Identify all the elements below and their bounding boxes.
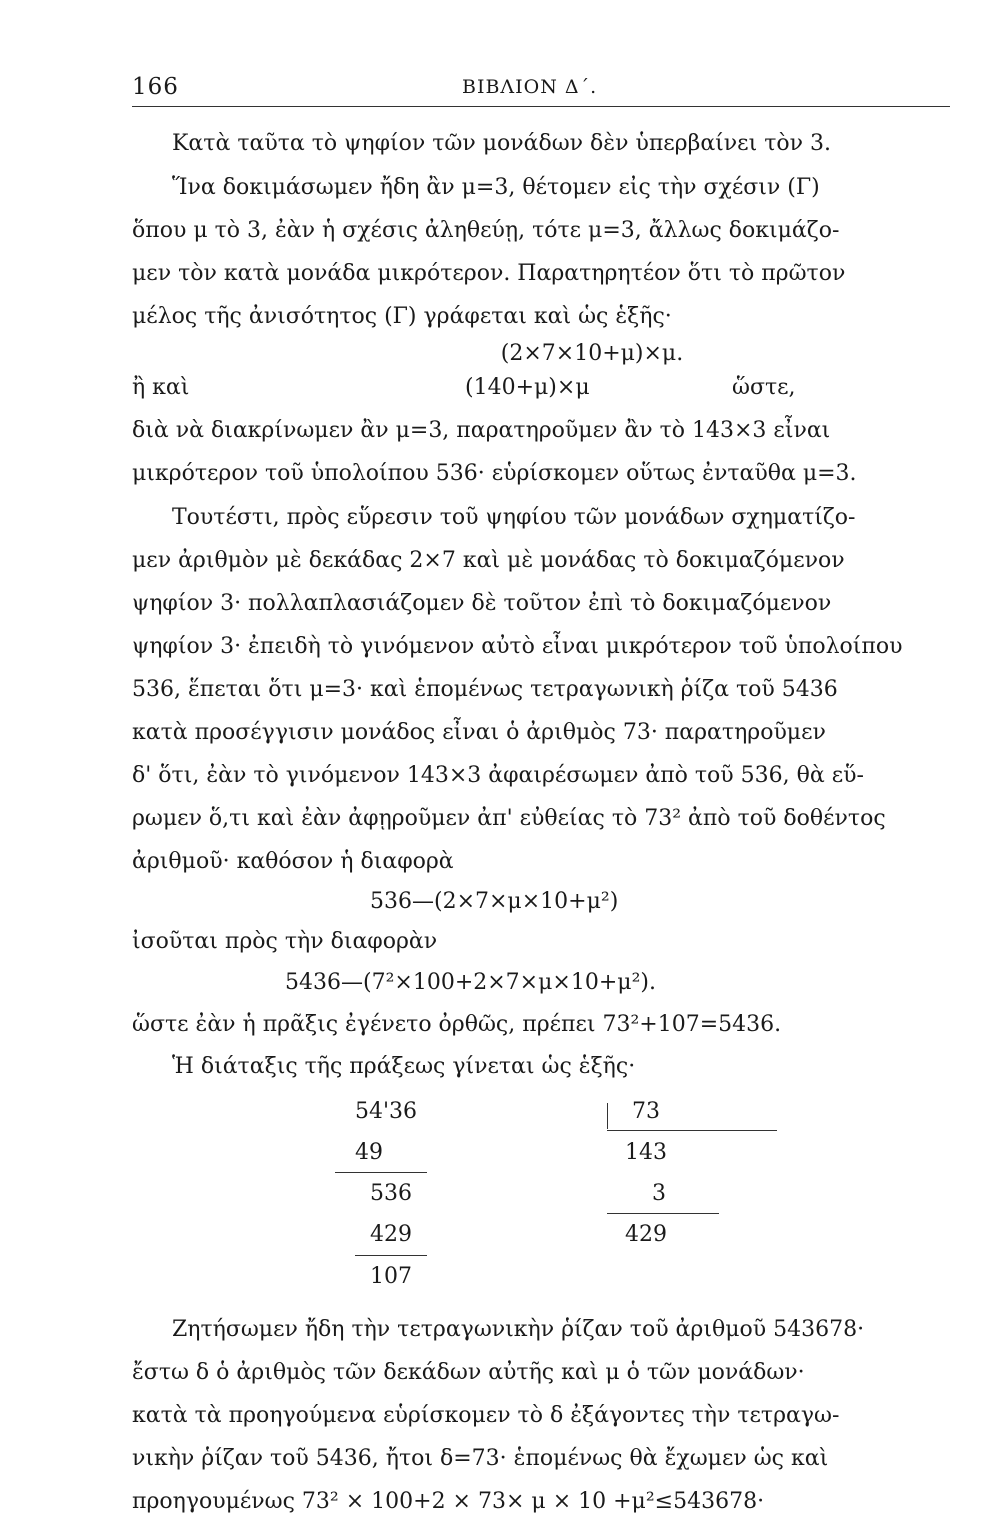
running-title: ΒΙΒΛΙΟΝ Δ΄. (462, 76, 598, 98)
text-line: Τουτέστι, πρὸς εὕρεσιν τοῦ ψηφίου τῶν μονάδων σχηματίζο- (172, 505, 856, 530)
text-line: ψηφίον 3· ἐπειδὴ τὸ γινόμενον αὐτὸ εἶναι μικρότερον τοῦ ὑπολοίπου (132, 634, 903, 659)
text-line: Ἵνα δοκιμάσωμεν ἤδη ἂν μ=3, θέτομεν εἰς τὴν σχέσιν (Γ) (172, 175, 820, 200)
text-fragment: ἢ καὶ (132, 375, 190, 400)
text-line: δ' ὅτι, ἐὰν τὸ γινόμενον 143×3 ἀφαιρέσωμεν ἀπὸ τοῦ 536, θὰ εὕ- (132, 763, 864, 788)
table-left-cell: 54'36 (355, 1099, 418, 1124)
table-left-cell: 49 (355, 1140, 383, 1165)
text-line: Ἡ διάταξις τῆς πράξεως γίνεται ὡς ἑξῆς· (172, 1054, 636, 1079)
table-rule (607, 1130, 777, 1131)
text-line: 536, ἕπεται ὅτι μ=3· καὶ ἑπομένως τετραγωνικὴ ῥίζα τοῦ 5436 (132, 677, 838, 702)
page-header (132, 70, 950, 110)
table-left-cell: 536 (370, 1181, 412, 1206)
header-rule (132, 106, 950, 107)
text-line (132, 373, 952, 403)
text-line: ρωμεν ὅ,τι καὶ ἐὰν ἀφῃροῦμεν ἀπ' εὐθείας τὸ 73² ἀπὸ τοῦ δοθέντος (132, 806, 886, 831)
text-line: ὅπου μ τὸ 3, ἐὰν ἡ σχέσις ἀληθεύῃ, τότε μ=3, ἄλλως δοκιμάζο- (132, 218, 840, 243)
page-number: 166 (132, 74, 179, 100)
table-right-cell: 429 (625, 1222, 667, 1247)
text-line: κατὰ τὰ προηγούμενα εὑρίσκομεν τὸ δ ἐξάγοντες τὴν τετραγω- (132, 1403, 840, 1428)
text-line: διὰ νὰ διακρίνωμεν ἂν μ=3, παρατηροῦμεν ἂν τὸ 143×3 εἶναι (132, 418, 831, 443)
text-line: μέλος τῆς ἀνισότητος (Γ) γράφεται καὶ ὡς ἑξῆς· (132, 304, 672, 329)
text-line: Ζητήσωμεν ἤδη τὴν τετραγωνικὴν ῥίζαν τοῦ ἀριθμοῦ 543678· (172, 1317, 865, 1342)
text-line: μικρότερον τοῦ ὑπολοίπου 536· εὑρίσκομεν οὕτως ἐνταῦθα μ=3. (132, 461, 857, 486)
table-right-cell: 73 (632, 1099, 660, 1124)
table-divider (607, 1103, 608, 1129)
table-rule (607, 1213, 719, 1214)
table-rule (335, 1172, 427, 1173)
equation: 536—(2×7×μ×10+μ²) (370, 889, 619, 914)
text-line: ἔστω δ ὁ ἀριθμὸς τῶν δεκάδων αὐτῆς καὶ μ ὁ τῶν μονάδων· (132, 1360, 805, 1385)
table-left-cell: 429 (370, 1222, 412, 1247)
text-line: ψηφίον 3· πολλαπλασιάζομεν δὲ τοῦτον ἐπὶ τὸ δοκιμαζόμενον (132, 591, 832, 616)
text-line: νικὴν ῥίζαν τοῦ 5436, ἤτοι δ=73· ἑπομένως θὰ ἔχωμεν ὡς καὶ (132, 1446, 829, 1471)
text-line: ὥστε ἐὰν ἡ πρᾶξις ἐγένετο ὀρθῶς, πρέπει 73²+107=5436. (132, 1012, 782, 1037)
equation: (2×7×10+μ)×μ. (500, 341, 684, 366)
text-line: μεν τὸν κατὰ μονάδα μικρότερον. Παρατηρητέον ὅτι τὸ πρῶτον (132, 261, 846, 286)
text-line: Κατὰ ταῦτα τὸ ψηφίον τῶν μονάδων δὲν ὑπερβαίνει τὸν 3. (172, 131, 831, 156)
text-fragment: ὥστε, (732, 375, 796, 400)
text-line: ἰσοῦται πρὸς τὴν διαφορὰν (132, 929, 438, 954)
table-right-cell: 3 (652, 1181, 666, 1206)
equation: (140+μ)×μ (465, 375, 590, 400)
table-rule (355, 1255, 427, 1256)
equation: 5436—(7²×100+2×7×μ×10+μ²). (285, 970, 656, 995)
table-right-cell: 143 (625, 1140, 667, 1165)
text-line: προηγουμένως 73² × 100+2 × 73× μ × 10 +μ²≤543678· (132, 1489, 765, 1514)
text-line: κατὰ προσέγγισιν μονάδος εἶναι ὁ ἀριθμὸς 73· παρατηροῦμεν (132, 720, 826, 745)
text-line: ἀριθμοῦ· καθόσον ἡ διαφορὰ (132, 849, 454, 874)
table-left-cell: 107 (370, 1264, 412, 1289)
text-line: μεν ἀριθμὸν μὲ δεκάδας 2×7 καὶ μὲ μονάδας τὸ δοκιμαζόμενον (132, 548, 845, 573)
